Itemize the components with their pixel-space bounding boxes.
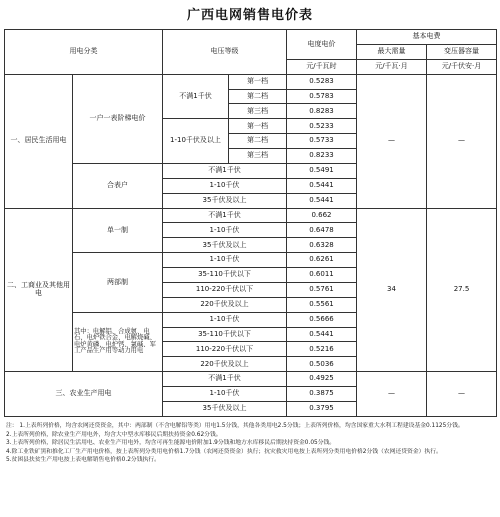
note-line: 4.除工业铁矿黑和推化工厂生产用电价格，按上表所列分类用电价格1.7分钱（农网还贷资金）执行；抗灾救灾用电按上表所列分类用电价格2分钱（农网还贷资金）执行。 [6, 448, 442, 455]
tier-label: 第二档 [229, 134, 287, 149]
tier-label: 第三档 [229, 104, 287, 119]
header-max-demand-unit: 元/千瓦·月 [357, 59, 427, 74]
single-meter-label: 一户一表阶梯电价 [73, 74, 163, 163]
industrial-label: 二、工商业及其他用电 [5, 208, 73, 372]
energy-price-cell: 0.5036 [287, 357, 357, 372]
energy-price-cell: 0.6478 [287, 223, 357, 238]
table-row [5, 208, 497, 223]
voltage-level-cell: 不满1千伏 [163, 163, 287, 178]
voltage-level-cell: 1-10千伏 [163, 223, 287, 238]
voltage-level-cell: 35千伏及以上 [163, 193, 287, 208]
energy-price-cell: 0.4925 [287, 372, 357, 387]
voltage-level-cell: 不满1千伏 [163, 372, 287, 387]
voltage-level-cell: 1-10千伏 [163, 253, 287, 268]
voltage-level-cell: 35千伏及以上 [163, 401, 287, 416]
energy-price-cell: 0.6328 [287, 238, 357, 253]
two-part-label: 两部制 [73, 253, 163, 313]
page-title: 广西电网销售电价表 [186, 8, 313, 23]
voltage-level-cell: 220千伏及以上 [163, 297, 287, 312]
tier-label: 第二档 [229, 89, 287, 104]
energy-price-cell: 0.5666 [287, 312, 357, 327]
voltage-level-cell: 1-10千伏 [163, 178, 287, 193]
note-line: 5.贫困县扶贫生产用电按上表电解销售电价格0.2分钱执行。 [6, 457, 160, 464]
note-line: 注： 1.上表所列价格，均含农网还贷资金，其中：两部制（不含电解铝等类）用电1.5分钱，其他各类用电2.5分钱；上表所列价格，均含国家重大水利工程建设基金0.1125分钱。 [6, 423, 464, 429]
voltage-under-1kv: 不满1千伏 [163, 74, 229, 119]
voltage-level-cell: 1-10千伏 [163, 387, 287, 402]
tier-label: 第三档 [229, 149, 287, 164]
table-row [5, 372, 497, 387]
header-transformer-capacity: 变压器容量 [427, 44, 497, 59]
header-category: 用电分类 [5, 30, 163, 75]
header-voltage-level: 电压等级 [163, 30, 287, 75]
voltage-level-cell: 220千伏及以上 [163, 357, 287, 372]
note-line: 2.上表所列价格，除农业生产用电外，均含大中型水库移民后期扶持资金0.62分钱。 [6, 431, 222, 438]
energy-price-cell: 0.8233 [287, 149, 357, 164]
voltage-level-cell: 1-10千伏 [163, 312, 287, 327]
industrial-transformer-value: 27.5 [427, 208, 497, 372]
energy-price-cell: 0.5216 [287, 342, 357, 357]
tier-label: 第一档 [229, 119, 287, 134]
energy-price-cell: 0.5441 [287, 178, 357, 193]
energy-price-cell: 0.662 [287, 208, 357, 223]
voltage-1-10kv: 1-10千伏及以上 [163, 119, 229, 164]
energy-price-cell: 0.5441 [287, 327, 357, 342]
energy-price-cell: 0.5233 [287, 119, 357, 134]
table-row [5, 74, 497, 89]
header-row-1 [5, 30, 497, 45]
voltage-level-cell: 35-110千伏以下 [163, 327, 287, 342]
industrial-max-demand-value: 34 [357, 208, 427, 372]
tariff-table [4, 29, 497, 417]
energy-price-cell: 0.3795 [287, 401, 357, 416]
energy-price-cell: 0.5761 [287, 282, 357, 297]
header-max-demand: 最大需量 [357, 44, 427, 59]
voltage-level-cell: 35千伏及以上 [163, 238, 287, 253]
agriculture-max-demand-dash: — [357, 372, 427, 417]
voltage-level-cell: 不满1千伏 [163, 208, 287, 223]
agriculture-transformer-dash: — [427, 372, 497, 417]
voltage-level-cell: 35-110千伏以下 [163, 268, 287, 283]
note-line: 3.上表所列价格，除居民生活用电、农业生产用电外，均含可再生能源电价附加1.9分钱和地方水库移民后期扶持资金0.05分钱。 [6, 440, 336, 447]
header-energy-price: 电度电价 [287, 30, 357, 60]
residential-max-demand-dash: — [357, 74, 427, 208]
energy-price-cell: 0.5561 [287, 297, 357, 312]
notes-section [6, 422, 494, 465]
energy-price-cell: 0.5733 [287, 134, 357, 149]
header-transformer-unit: 元/千伏安·月 [427, 59, 497, 74]
energy-price-cell: 0.5783 [287, 89, 357, 104]
voltage-level-cell: 110-220千伏以下 [163, 342, 287, 357]
voltage-level-cell: 110-220千伏以下 [163, 282, 287, 297]
energy-price-cell: 0.3875 [287, 387, 357, 402]
header-energy-unit: 元/千瓦时 [287, 59, 357, 74]
combined-meter-label: 合表户 [73, 163, 163, 208]
special-industry-label: 其中：电解铝、合成氨、电石、电炉铁合金、电解烧碱、电炉黄磷、电炉钙、氯碱、军工产品生产用等动力用电 [73, 312, 163, 372]
tier-label: 第一档 [229, 74, 287, 89]
energy-price-cell: 0.5491 [287, 163, 357, 178]
single-system-label: 单一制 [73, 208, 163, 253]
agriculture-label: 三、农业生产用电 [5, 372, 163, 417]
residential-transformer-dash: — [427, 74, 497, 208]
energy-price-cell: 0.5283 [287, 74, 357, 89]
residential-label: 一、居民生活用电 [5, 74, 73, 208]
energy-price-cell: 0.8283 [287, 104, 357, 119]
energy-price-cell: 0.5441 [287, 193, 357, 208]
header-basic-price: 基本电费 [357, 30, 497, 45]
energy-price-cell: 0.6011 [287, 268, 357, 283]
energy-price-cell: 0.6261 [287, 253, 357, 268]
